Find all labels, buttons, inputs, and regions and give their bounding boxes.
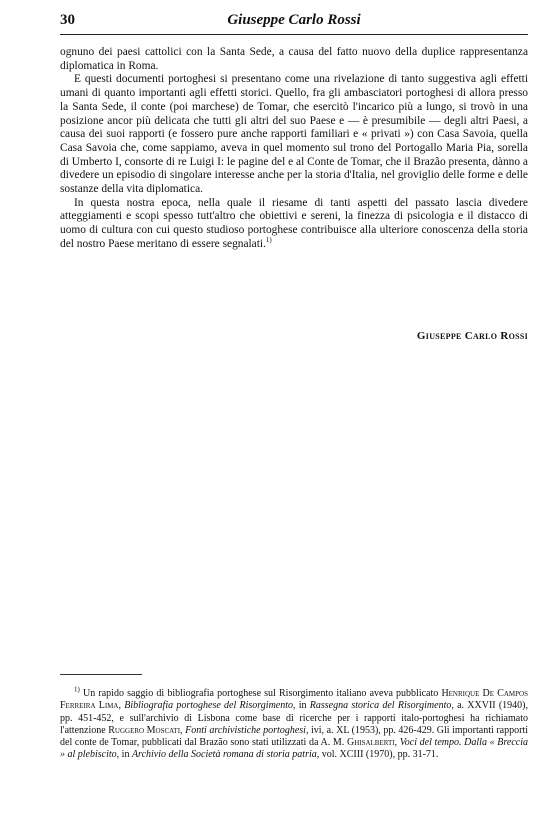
footnote-journal: Rassegna storica del Risorgimento [309, 700, 452, 712]
footnote-text: , ivi, a. XL (1953), pp. 426-429. Gli importanti rapporti del conte de Tomar, pubblicati dal Brazão sono stati utilizzati da A. M. [60, 724, 528, 749]
footnote-text: , in [293, 700, 310, 712]
page-number: 30 [60, 12, 75, 28]
footnote-text: , [118, 700, 125, 712]
body-text [60, 46, 528, 252]
footnote [60, 685, 529, 762]
footnote-marker: 1) [74, 685, 80, 694]
paragraph-1: ognuno dei paesi cattolici con la Santa Sede, a causa del fatto nuovo della duplice rappresentanza diplomatica in Roma. [60, 46, 528, 72]
footnote-text: Un rapido saggio di bibliografia portoghese sul Risorgimento italiano aveva pubblicato [79, 688, 442, 699]
footnote-reference: 1) [265, 236, 272, 245]
author-signature: Giuseppe Carlo Rossi [416, 330, 528, 342]
footnote-journal: Archivio della Società romana di storia patria [131, 749, 317, 761]
footnote-author: Ghisalberti [346, 737, 395, 749]
footnote-text: , [180, 724, 186, 736]
footnote-author: Ruggero Moscati [108, 724, 181, 736]
paragraph-2: E questi documenti portoghesi si presentano come una rivelazione di tanto suggestiva agli effetti umani di quanto importanti agli effetti storici. Quello, fra gli ambasciatori portoghesi di allora presso la Santa Sede, il conte (poi marchese) de Tomar, che esercitò l'incarico più a lungo, si trovò in una posizione ancor più delicata che tutti gli altri del suo Paese e — è presumibile — degli altri Paesi, a causa dei suoi rapporti (e fossero pure anche rapporti familiari e « privati ») con Casa Savoia, quella Casa Savoia che, come sappiamo, aveva in quel momento sul trono del Portogallo Maria Pia, sorella di Umberto I, consorte di re Luigi I: le pagine del e al Conte de Tomar, che il Brazão presenta, dànno a divedere un episodio di singolare interesse anche per la storia d'Italia, nel groviglio delle forme e delle sostanze della vita diplomatica. [60, 73, 528, 196]
paragraph-3-text: In questa nostra epoca, nella quale il riesame di tanti aspetti del passato lascia divedere atteggiamenti e scopi spesso tutt'altro che obiettivi e sereni, la finezza di psicologia e il distacco di uomo di cultura con cui questo studioso portoghese contribuisce alla ulteriore conoscenza della storia del nostro Paese meritano di essere segnalati. [60, 196, 528, 250]
footnote-title: Bibliografia portoghese del Risorgimento [124, 700, 294, 712]
footnote-author: Henrique De Campos Ferreira Lima [60, 688, 528, 712]
footnote-separator [60, 674, 142, 675]
footnote-text: , [394, 737, 400, 749]
running-title: Giuseppe Carlo Rossi [227, 12, 361, 28]
paragraph-3 [60, 197, 528, 252]
footnote-text: , in [116, 749, 132, 761]
page-header [60, 12, 528, 35]
footnote-text: , a. XXVII (1940), pp. 451-452, e sull'archivio di Lisbona come base di ricerche per i rapporti italo-portoghesi ha richiamato l'attenzione [60, 700, 529, 736]
footnote-title: Fonti archivistiche portoghesi [185, 724, 306, 736]
footnote-title: Voci del tempo. Dalla « Breccia » al plebiscito [60, 737, 529, 761]
footnote-text: , vol. XCIII (1970), pp. 31-71. [316, 749, 439, 761]
